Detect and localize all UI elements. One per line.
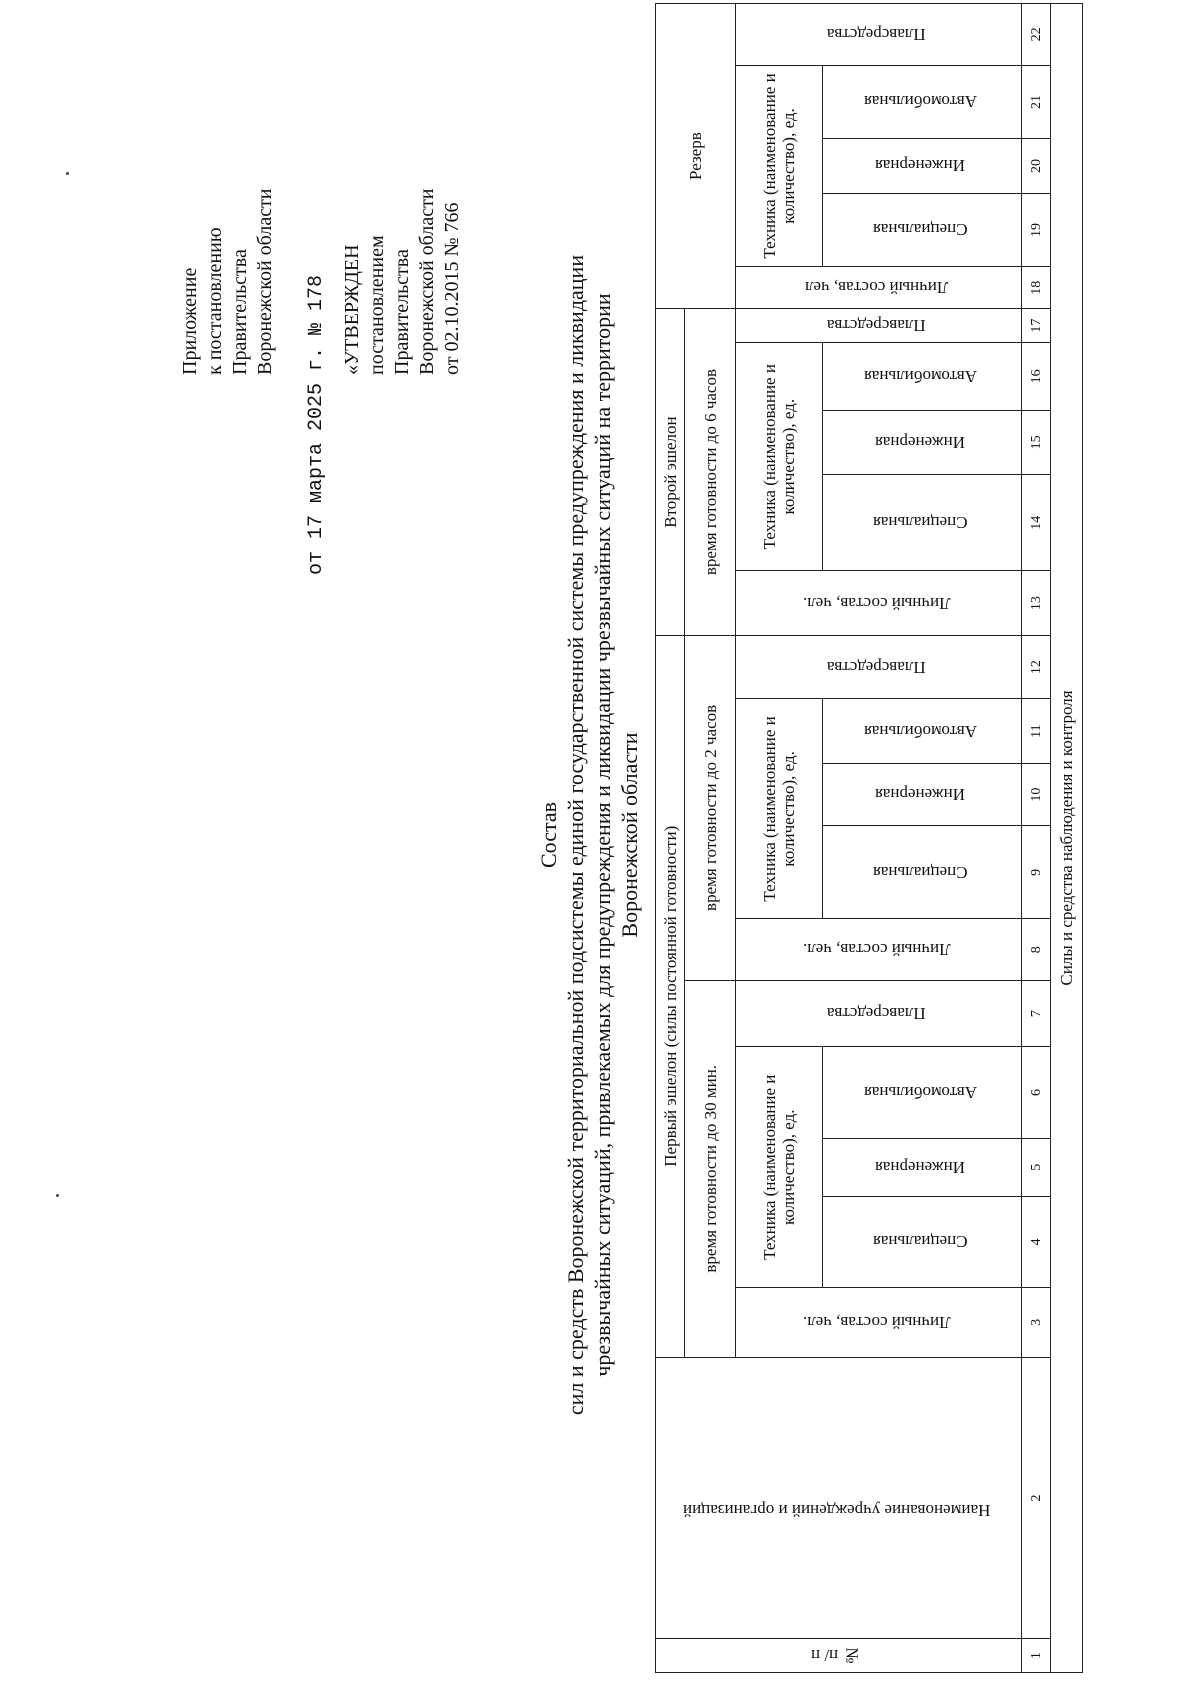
title-line: чрезвычайных ситуаций, привлекаемых для предупреждения и ликвидации чрезвычайных ситуаций на территории — [590, 293, 615, 1377]
forces-table — [655, 3, 1083, 1673]
header-personnel: Личный состав, чел. — [736, 919, 1022, 980]
header-engineering: Инженерная — [823, 1138, 1022, 1196]
approved-line: Правительства — [391, 249, 413, 375]
column-number: 2 — [1022, 1357, 1051, 1639]
column-number: 11 — [1022, 699, 1051, 764]
column-number: 7 — [1022, 980, 1051, 1047]
column-number: 17 — [1022, 309, 1051, 343]
column-number: 18 — [1022, 267, 1051, 309]
header-personnel: Личный состав, чел. — [736, 571, 1022, 636]
header-readiness-6h: время готовности до 6 часов — [685, 309, 736, 636]
column-number: 22 — [1022, 4, 1051, 66]
section-row — [1051, 4, 1083, 1673]
header-first-echelon: Первый эшелон (силы постоянной готовности) — [656, 635, 685, 1357]
header-special: Специальная — [823, 826, 1022, 919]
column-number: 1 — [1022, 1639, 1051, 1673]
title-line: Состав — [536, 801, 561, 869]
header-readiness-2h: время готовности до 2 часов — [685, 635, 736, 980]
column-number: 21 — [1022, 65, 1051, 139]
column-number: 13 — [1022, 571, 1051, 636]
header-number: № п/ п — [656, 1639, 1022, 1673]
appendix-date: от 17 марта 2025 г. № 178 — [305, 274, 328, 575]
column-number: 16 — [1022, 343, 1051, 411]
title-line: Воронежской области — [617, 732, 642, 938]
appendix-line: Правительства — [229, 249, 251, 375]
approved-line: «УТВЕРЖДЕН — [341, 244, 363, 375]
header-special: Специальная — [823, 475, 1022, 571]
header-personnel: Личный состав, чел. — [736, 1288, 1022, 1358]
header-readiness-30min: время готовности до 30 мин. — [685, 980, 736, 1357]
header-personnel: Личный состав, чел — [736, 267, 1022, 309]
column-number: 8 — [1022, 919, 1051, 980]
column-number: 9 — [1022, 826, 1051, 919]
header-automobile: Автомобильная — [823, 1047, 1022, 1138]
header-equipment: Техника (наименование и количество), ед. — [736, 65, 823, 267]
header-watercraft: Плавсредства — [736, 309, 1022, 343]
column-number: 19 — [1022, 193, 1051, 267]
document-title — [535, 135, 643, 1535]
header-special: Специальная — [823, 193, 1022, 267]
header-equipment: Техника (наименование и количество), ед. — [736, 1047, 823, 1288]
header-engineering: Инженерная — [823, 139, 1022, 193]
column-number: 6 — [1022, 1047, 1051, 1138]
column-number: 10 — [1022, 763, 1051, 825]
header-watercraft: Плавсредства — [736, 635, 1022, 699]
column-number: 4 — [1022, 1196, 1051, 1287]
column-number: 15 — [1022, 410, 1051, 475]
header-reserve: Резерв — [656, 4, 736, 309]
header-engineering: Инженерная — [823, 410, 1022, 475]
header-watercraft: Плавсредства — [736, 4, 1022, 66]
title-line: сил и средств Воронежской территориальной подсистемы единой государственной системы предупреждения и ликвидации — [563, 254, 588, 1416]
header-automobile: Автомобильная — [823, 65, 1022, 139]
header-second-echelon: Второй эшелон — [656, 309, 685, 636]
section-title: Силы и средства наблюдения и контроля — [1051, 4, 1083, 1673]
column-number: 3 — [1022, 1288, 1051, 1358]
column-number: 20 — [1022, 139, 1051, 193]
header-organization: Наименование учреждений и организаций — [656, 1357, 1022, 1639]
header-equipment: Техника (наименование и количество), ед. — [736, 343, 823, 571]
approved-line: постановлением — [366, 235, 388, 375]
appendix-block — [178, 188, 278, 375]
column-number: 5 — [1022, 1138, 1051, 1196]
column-number: 12 — [1022, 635, 1051, 699]
approved-line: от 02.10.2015 № 766 — [441, 202, 463, 375]
appendix-line: Воронежской области — [254, 188, 276, 375]
header-automobile: Автомобильная — [823, 343, 1022, 411]
header-equipment: Техника (наименование и количество), ед. — [736, 699, 823, 919]
appendix-line: Приложение — [179, 267, 201, 375]
header-special: Специальная — [823, 1196, 1022, 1287]
column-number: 14 — [1022, 475, 1051, 571]
header-watercraft: Плавсредства — [736, 980, 1022, 1047]
appendix-line: к постановлению — [204, 227, 226, 375]
column-number-row — [1022, 4, 1051, 1673]
header-automobile: Автомобильная — [823, 699, 1022, 764]
approved-line: Воронежской области — [416, 188, 438, 375]
header-engineering: Инженерная — [823, 763, 1022, 825]
approved-block — [340, 188, 465, 375]
